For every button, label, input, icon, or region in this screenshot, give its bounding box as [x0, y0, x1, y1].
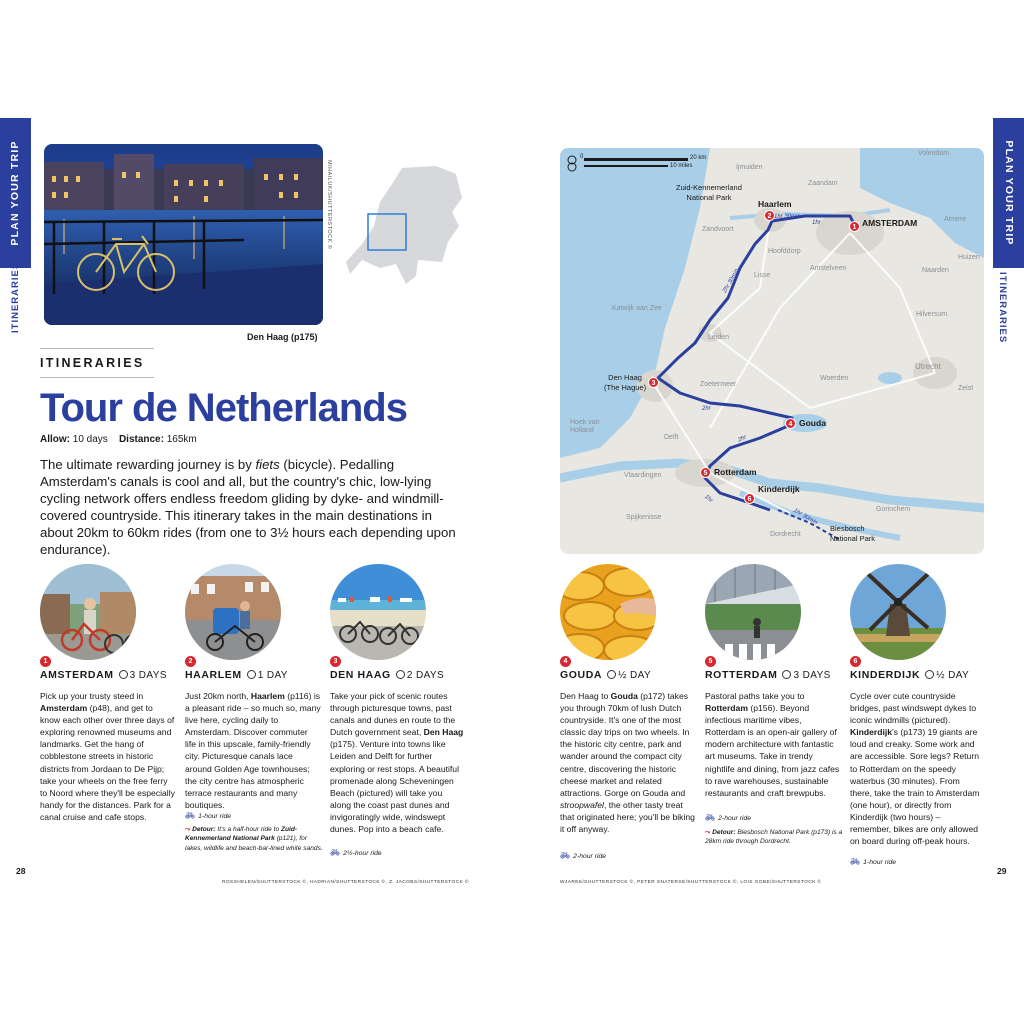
place-spijkenisse: Spijkenisse	[626, 514, 662, 521]
gouda-cheese-photo	[560, 564, 656, 660]
distance-label: Distance:	[118, 434, 164, 445]
allow-label: Allow:	[40, 434, 70, 445]
place-delft: Delft	[664, 434, 679, 441]
map-marker-4: 4	[785, 418, 796, 429]
den-haag-photo-illustration	[44, 144, 323, 325]
side-tab-sub: ITINERARIES	[10, 261, 21, 333]
place-leiden: Leiden	[708, 334, 730, 341]
stop-body-gouda: Den Haag to Gouda (p172) takes you through 70km of lush Dutch countryside. It's one of the most classic day trips on two wheels. In the historic city centre, park and wander around the compact city centre, discovering the historic cheese market and related attractions. Gorge on Gouda and stroopwafel, the other tasty treat that originated here; you'll be biking it off anyway.	[560, 691, 695, 835]
map-ride-label: 1hr	[812, 220, 821, 226]
hero-photo-credit: MIHAILUK/SHUTTERSTOCK ©	[326, 160, 332, 250]
stop-duration: ½ DAY	[936, 670, 970, 681]
stop-duration: 1 DAY	[257, 670, 288, 681]
side-tab-sub: ITINERARIES	[997, 272, 1008, 344]
map-marker-6: 6	[744, 493, 755, 504]
place-katwijk: Katwijk aan Zee	[612, 305, 662, 312]
stop-duration: 3 DAYS	[129, 670, 167, 681]
stop-number-4: 4	[560, 656, 571, 667]
intro-paragraph	[40, 456, 462, 558]
photo-credits-right: WJAREK/SHUTTERSTOCK ©, PETER SNATERSE/SHUTTERSTOCK ©, LOIS GOBE/SHUTTERSTOCK ©	[560, 880, 822, 885]
map-city-rotterdam: Rotterdam	[714, 467, 757, 477]
side-tab-right	[993, 118, 1024, 268]
map-marker-1: 1	[849, 221, 860, 232]
place-hilversum: Hilversum	[916, 311, 948, 318]
place-zaandam: Zaandam	[808, 180, 838, 187]
stop-name: KINDERDIJK	[850, 669, 921, 681]
stop-body-den-haag: Take your pick of scenic routes through picturesque towns, past canals and dunes en route to the Dutch government seat, Den Haag (p175). Venture into towns like Leiden and Delft for further exploring or rest stops. A beautiful promenade along Scheveningen Beach (pictured) will take you along the coast past dunes and invigoratingly wide, windswept dunes. Pop into a beach cafe.	[330, 691, 464, 835]
place-gorinchem: Gorinchem	[876, 506, 911, 513]
clock-icon	[607, 670, 616, 679]
stop-name: DEN HAAG	[330, 669, 391, 681]
hero-photo	[44, 144, 323, 325]
map-city-haarlem: Haarlem	[758, 199, 792, 209]
bicycle-icon: 🚲︎	[705, 813, 716, 822]
map-ride-label: 1hr 30min	[792, 507, 819, 527]
place-vlaardingen: Vlaardingen	[624, 472, 662, 479]
map-city-gouda: Gouda	[799, 418, 826, 428]
netherlands-locator-map	[344, 164, 466, 286]
place-woerden: Woerden	[820, 375, 849, 382]
stop-body-haarlem: Just 20km north, Haarlem (p116) is a pleasant ride – so much so, many live here, cycling daily to Amsterdam. Discover commuter life in this upscale, family-friendly city. Picturesque canals lace around Golden Age townhouses; the city centre has atmospheric terrace restaurants and many boutiques.	[185, 691, 321, 810]
ride-time-rotterdam	[705, 813, 751, 822]
stop-duration: ½ DAY	[618, 670, 652, 681]
stop-number-3: 3	[330, 656, 341, 667]
map-city-amsterdam: AMSTERDAM	[862, 218, 918, 228]
map-marker-3: 3	[648, 377, 659, 388]
map-city-den-haag: Den Haag (The Hague)	[604, 373, 647, 392]
place-hoofddorp: Hoofddorp	[768, 248, 801, 255]
detour-icon: ⤳	[705, 829, 711, 836]
place-naarden: Naarden	[922, 267, 949, 274]
scale-km: 20 km	[690, 155, 707, 161]
clock-icon	[119, 670, 128, 679]
map-ride-label: 2hr 30min	[722, 267, 741, 295]
place-zoetermeer: Zoetermeer	[700, 381, 737, 388]
place-hoek-van-holland: Hoek van Holland	[570, 419, 600, 434]
place-almere: Almere	[944, 216, 967, 223]
ride-text: 2-hour ride	[573, 853, 607, 860]
ride-text: 1-hour ride	[198, 813, 232, 820]
kinderdijk-windmill-photo	[850, 564, 946, 660]
photo-credits-left: ROSSHELEN/SHUTTERSTOCK ©, HADRIAN/SHUTTERSTOCK ©, Z. JACOBS/SHUTTERSTOCK ©	[222, 880, 469, 885]
stop-heading-haarlem	[185, 669, 288, 681]
route-map	[560, 148, 984, 554]
bicycle-icon: 🚲︎	[560, 851, 571, 860]
side-tab-left	[0, 118, 31, 268]
bicycle-icon: 🚲︎	[330, 848, 341, 857]
ride-text: 1-hour ride	[863, 859, 897, 866]
stop-name: GOUDA	[560, 669, 603, 681]
scale-miles: 10 miles	[670, 163, 693, 169]
ride-time-kinderdijk	[850, 857, 896, 866]
map-ride-label: 2hr	[737, 434, 748, 444]
detour-rotterdam	[705, 828, 845, 847]
clock-icon	[247, 670, 256, 679]
clock-icon	[925, 670, 934, 679]
park-zuid-kennemerland: Zuid-Kennemerland National Park	[676, 183, 742, 202]
stop-body-amsterdam: Pick up your trusty steed in Amsterdam (p48), and get to know each other over three days of exploring renowned museums and landmarks. Get the hang of cobblestone streets in historic districts from Jordaan to De Pijp; take your wheels on the free ferry to Noord where they'll be especially handy for the distances. Park for a canal cruise and cafe stops.	[40, 691, 175, 822]
stop-heading-kinderdijk	[850, 669, 969, 681]
place-huizen: Huizen	[958, 254, 980, 261]
section-label: ITINERARIES	[40, 348, 154, 378]
page-title: Tour de Netherlands	[40, 386, 407, 430]
stop-number-6: 6	[850, 656, 861, 667]
map-ride-label: 2hr	[702, 406, 711, 412]
place-lisse: Lisse	[754, 272, 771, 279]
stop-duration: 2 DAYS	[406, 670, 445, 681]
place-ijmuiden: Ijmuiden	[736, 164, 763, 171]
place-utrecht: Utrecht	[915, 362, 941, 371]
page-number-right: 29	[997, 866, 1007, 876]
side-tab-label: PLAN YOUR TRIP	[9, 140, 21, 246]
map-ride-label: 1hr	[703, 493, 714, 505]
detour-text: Detour: Biesbosch National Park (p173) is a 28km ride through Dordrecht.	[705, 829, 843, 846]
distance-value: 165km	[166, 434, 197, 445]
rotterdam-architecture-photo	[705, 564, 801, 660]
park-biesbosch: Biesbosch National Park	[830, 524, 876, 543]
stop-body-kinderdijk: Cycle over cute countryside bridges, past windswept dykes to iconic windmills (pictured). Kinderdijk's (p173) 19 giants are loud and creaky. Some work and are accessible. Sore legs? Return to Rotterdam on the speedy waterbus (30 minutes). From there, take the train to Amsterdam (one hour), or directly from Kinderdijk (two hours) – remember, bikes are only allowed on board during off-peak hours.	[850, 691, 980, 847]
detour-icon: ⤳	[185, 826, 191, 833]
amsterdam-photo	[40, 564, 136, 660]
stop-name: AMSTERDAM	[40, 669, 114, 681]
intro-emphasis: fiets	[255, 457, 280, 472]
place-zandvoort: Zandvoort	[702, 226, 734, 233]
place-zeist: Zeist	[958, 385, 974, 392]
stop-body-rotterdam: Pastoral paths take you to Rotterdam (p156). Beyond infectious maritime vibes, Rotterdam is an open-air gallery of modern architecture with fantastic art museums. Take in trendy nightlife and dining, from jazz cafes to rave warehouses, sustainable restaurants and craft brewpubs.	[705, 691, 840, 798]
bicycle-icon: 🚲︎	[850, 857, 861, 866]
map-city-kinderdijk: Kinderdijk	[758, 484, 800, 494]
intro-text-1: The ultimate rewarding journey is by	[40, 457, 256, 472]
place-volendam: Volendam	[918, 150, 950, 157]
clock-icon	[396, 670, 405, 679]
ride-text: 2½-hour ride	[343, 850, 382, 857]
detour-haarlem	[185, 825, 325, 853]
hero-caption: Den Haag (p175)	[247, 332, 318, 342]
allow-value: 10 days	[72, 434, 108, 445]
page-number-left: 28	[16, 866, 26, 876]
bicycle-icon: 🚲︎	[185, 811, 196, 820]
stop-name: ROTTERDAM	[705, 669, 778, 681]
stop-heading-rotterdam	[705, 669, 831, 681]
haarlem-photo	[185, 564, 281, 660]
stop-name: HAARLEM	[185, 669, 242, 681]
stop-number-2: 2	[185, 656, 196, 667]
trip-meta	[40, 434, 197, 445]
map-ride-label: 1hr 30min	[774, 214, 801, 220]
clock-icon	[782, 670, 791, 679]
stop-heading-amsterdam	[40, 669, 167, 681]
map-marker-5: 5	[700, 467, 711, 478]
den-haag-beach-photo	[330, 564, 426, 660]
place-amstelveen: Amstelveen	[810, 265, 847, 272]
stop-number-5: 5	[705, 656, 716, 667]
stop-heading-gouda	[560, 669, 651, 681]
ride-time-gouda	[560, 851, 606, 860]
stop-heading-den-haag	[330, 669, 444, 681]
map-marker-2: 2	[764, 210, 775, 221]
ride-time-den-haag	[330, 848, 382, 857]
intro-text-2: (bicycle). Pedalling Amsterdam's canals is cool and all, but the country's chic, low-lying cycling network offers endless freedom gliding by dyke- and windmill-covered countryside. This itinerary takes in the main destinations in about 20km to 60km rides (from one to 3½ hours each depending upon endurance).	[40, 457, 456, 557]
scale-zero: 0	[580, 154, 584, 160]
stop-duration: 3 DAYS	[793, 670, 831, 681]
ride-text: 2-hour ride	[718, 815, 752, 822]
place-dordrecht: Dordrecht	[770, 531, 801, 538]
stop-number-1: 1	[40, 656, 51, 667]
ride-time-haarlem	[185, 811, 231, 820]
side-tab-label: PLAN YOUR TRIP	[1003, 140, 1015, 246]
detour-text: Detour: It's a half-hour ride to Zuid-Kennemerland National Park (p121), for lakes, wildlife and beach-bar-lined white sands.	[185, 826, 323, 852]
